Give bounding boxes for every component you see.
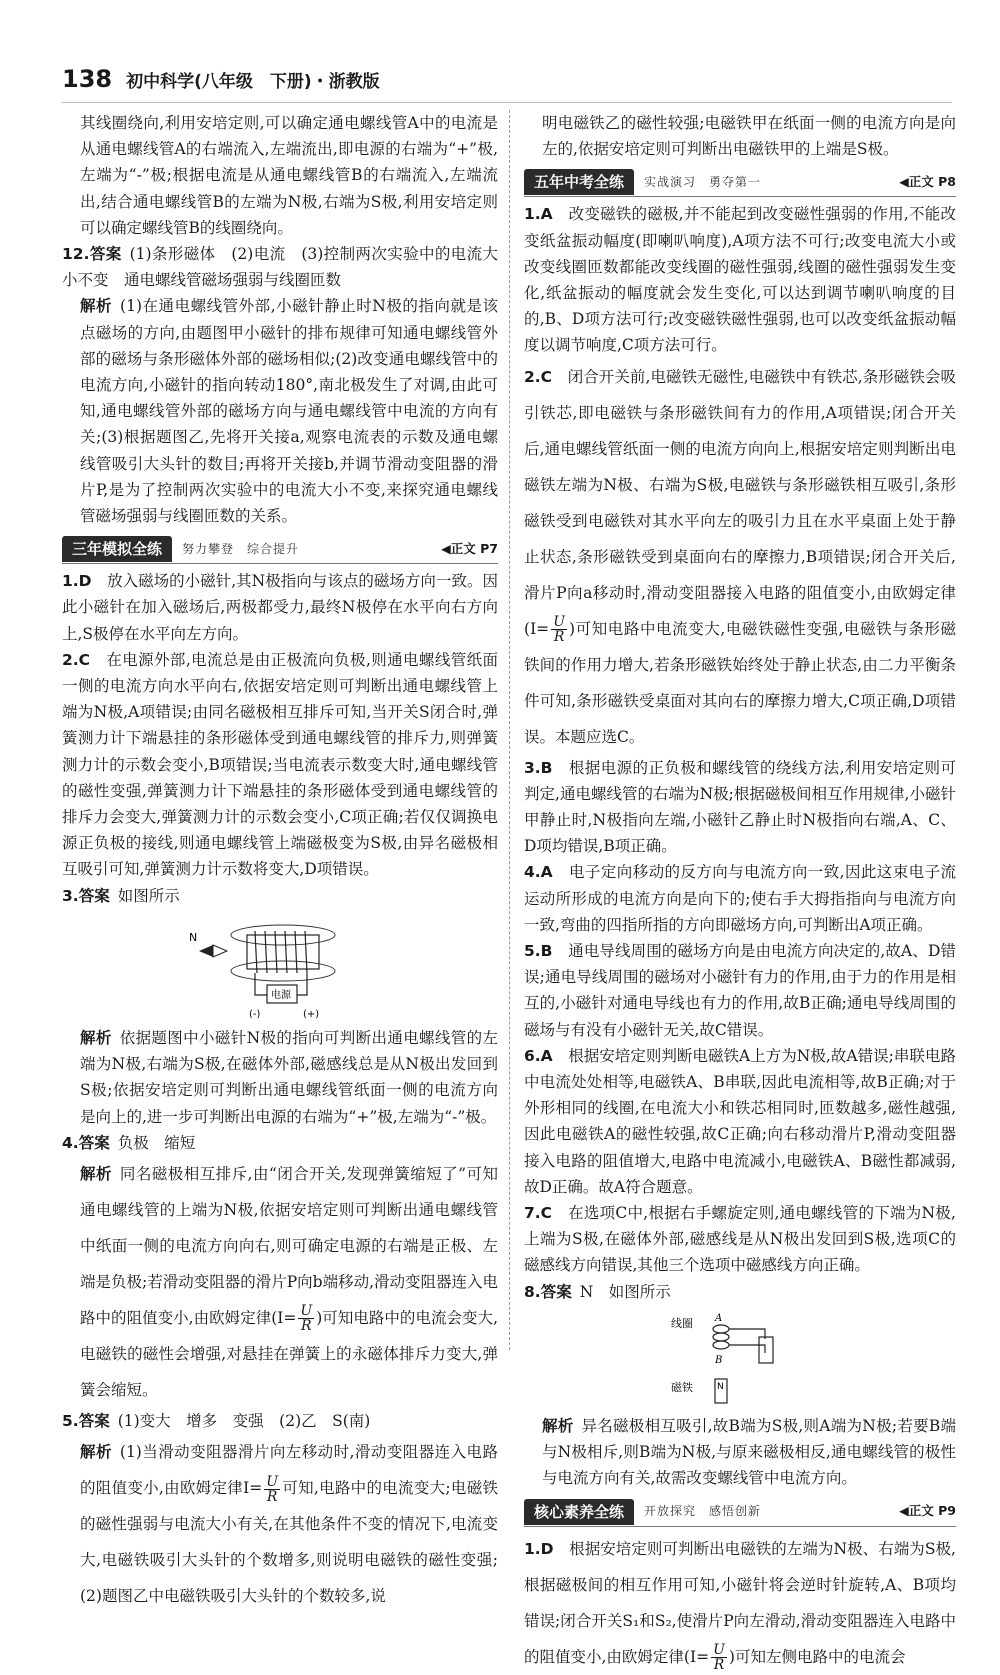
column-divider [509,110,510,1350]
continued-paragraph: 其线圈绕向,利用安培定则,可以确定通电螺线管A中的电流是从通电螺线管A的右端流入,左端流出,即电源的右端为“+”极,左端为“-”极;根据电流是从通电螺线管B的右端流入,左端流出,结合通电螺线管B的左端为N极,右端为S极,利用安培定则可以确定螺线管B的线圈绕向。 [80,114,498,237]
coil-label: 线圈 [671,1316,693,1330]
question-12-explain: 解析 (1)在通电螺线管外部,小磁针静止时N极的指向就是该点磁场的方向,由题图甲小磁针的排布规律可知通电螺线管外部的磁场与条形磁体外部的磁场相似;(2)改变通电螺线管中的电流方向,小磁针的指向转动180°,南北极发生了对调,由此可知,通电螺线管外部的磁场方向与通电螺线管中电流的方向有关;(3)根据题图乙,先将开关接a,观察电流表的示数及通电螺线管吸引大头针的数目;再将开关接b,并调节滑动变阻器的滑片P,是为了控制两次实验中的电流大小不变,来探究通电螺线管磁场强弱与线圈匝数的关系。 [80,297,498,526]
ohm-fraction: $\frac{U}{R}$ [553,614,565,646]
question-3: 3.B 根据电源的正负极和螺线管的绕线方法,利用安培定则可判定,通电螺线管的右端为N极;根据磁极间相互作用规律,小磁针甲静止时,N极指向左端,小磁针乙静止时N极指向右端,A、C、D项均错误,B项正确。 [524,758,956,856]
question-5: 5.B 通电导线周围的磁场方向是由电流方向决定的,故A、D错误;通电导线周围的磁场对小磁针有力的作用,由于力的作用是相互的,小磁针对通电导线也有力的作用,故B正确;通电导线周围的磁场与有没有小磁针无关,故C错误。 [524,942,956,1039]
explain-tag: 解析 [80,297,113,316]
section-page-ref: ◀正文 P9 [899,1503,956,1519]
coil-windings [713,1325,765,1353]
plus-terminal-label: (+) [303,1008,320,1020]
question-7: 7.C 在选项C中,根据右手螺旋定则,通电螺线管的下端为N极,上端为S极,在磁体外部,磁感线是从N极出发回到S极,选项C的磁感线方向错误,其他三个选项中磁感线方向正确。 [524,1204,956,1275]
answer-text: (1)条形磁体 (2)电流 (3)控制两次实验中的电流大小不变 通电螺线管磁场强弱与线圈匝数 [62,245,498,290]
coil-magnet-figure [665,1309,815,1409]
question-6: 6.A 根据安培定则判断电磁铁A上方为N极,故A错误;串联电路中电流处处相等,电磁铁A、B串联,因此电流相等,故B正确;对于外形相同的线圈,在电流大小和铁芯相同时,匝数越多,磁性越强,因此电磁铁A的磁性较强,故C正确;向右移动滑片P,滑动变阻器接入电路的阻值增大,电路中电流减小,电磁铁A、B磁性都减弱,故D正确。故A符合题意。 [524,1046,956,1196]
question-1: 1.D 放入磁场的小磁针,其N极指向与该点的磁场方向一致。因此小磁针在加入磁场后,两极都受力,最终N极停在水平向右方向上,S极停在水平向左方向。 [62,572,498,643]
section-header-three-year [62,535,498,564]
page-number: 138 [62,65,113,93]
question-core-1: 1.D 根据安培定则可判断出电磁铁的左端为N极、右端为S极,根据磁极间的相互作用可知,小磁针将会逆时针旋转,A、B项均错误;闭合开关S₁和S₂,使滑片P向左滑动,滑动变阻器连入电路中的阻值变小,由欧姆定律(I= $\frac{U}{R}$ )可知左侧电路中的电流会 [524,1539,956,1673]
question-4: 4.A 电子定向移动的反方向与电流方向一致,因此这束电子流运动所形成的电流方向是向下的;使右手大拇指指向与电流方向一致,弯曲的四指所指的方向即磁场方向,可判断出A项正确。 [524,863,956,934]
continued-paragraph: 明电磁铁乙的磁性较强;电磁铁甲在纸面一侧的电流方向是向左的,依据安培定则可判断出电磁铁甲的上端是S极。 [542,114,956,159]
magnet-label: 磁铁 [671,1380,693,1394]
field-line-bottom [231,961,335,981]
answer-tag: 答案 [89,245,122,264]
question-5-explain: 解析 (1)当滑动变阻器滑片向左移动时,滑动变阻器连入电路的阻值变小,由欧姆定律I= $\frac{U}{R}$ 可知,电路中的电流变大;电磁铁的磁性强弱与电流大小有关,在其他条件不变的情况下,电流变大,电磁铁吸引大头针的个数增多,则说明电磁铁的磁性变强;(2)题图乙中电磁铁吸引大头针的个数较多,说 [80,1443,498,1606]
ohm-fraction: $\frac{U}{R}$ [300,1303,313,1335]
section-title: 核心素养全练 [524,1499,634,1525]
compass-needle-icon [199,945,213,957]
end-a-label: A [715,1312,723,1324]
page-header [62,66,380,106]
question-3-explain: 解析 依据题图中小磁针N极的指向可判断出通电螺线管的左端为N极,右端为S极,在磁体外部,磁感线总是从N极出发回到S极;依据安培定则可判断出通电螺线管纸面一侧的电流方向是向上的,进一步可判断出电源的右端为“+”极,左端为“-”极。 [80,1028,498,1126]
ohm-fraction: $\frac{U}{R}$ [713,1642,725,1673]
end-b-label: B [715,1354,723,1366]
section-title: 五年中考全练 [524,169,634,195]
section-title: 三年模拟全练 [62,536,172,562]
question-12: 12.答案 (1)条形磁体 (2)电流 (3)控制两次实验中的电流大小不变 通电螺线管磁场强弱与线圈匝数 [62,245,498,290]
question-5: 5.答案 (1)变大 增多 变强 (2)乙 S(南) [62,1411,371,1430]
question-4: 4.答案 负极 缩短 [62,1133,196,1152]
magnet-n-label: N [717,1381,724,1392]
question-2: 2.C 闭合开关前,电磁铁无磁性,电磁铁中有铁芯,条形磁铁会吸引铁芯,即电磁铁与条形磁铁间有力的作用,A项错误;闭合开关后,通电螺线管纸面一侧的电流方向向上,根据安培定则判断出电磁铁左端为N极、右端为S极,电磁铁与条形磁铁相互吸引,条形磁铁受到电磁铁对其水平向左的吸引力且在水平桌面上处于静止状态,条形磁铁受到桌面向右的摩擦力,B项错误;闭合开关后,滑片P向a移动时,滑动变阻器接入电路的阻值变小,由欧姆定律(I= $\frac{U}{R}$ )可知电路中电流变大,电磁铁磁性变强,电磁铁与条形磁铁间的作用力增大,若条形磁铁始终处于静止状态,由二力平衡条件可知,条形磁铁受桌面对其向右的摩擦力增大,C项正确,D项错误。本题应选C。 [524,367,956,746]
question-8: 8.答案 N 如图所示 [524,1282,671,1301]
battery-icon [759,1337,773,1363]
question-8-explain: 解析 异名磁极相互吸引,故B端为S极,则A端为N极;若要B端与N极相斥,则B端为N极,与原来磁极相反,通电螺线管的极性与电流方向有关,故需改变螺线管中电流方向。 [542,1416,956,1488]
right-column [524,110,956,1673]
section-subtitle: 实战演习 勇夺第一 [644,175,762,190]
question-2: 2.C 在电源外部,电流总是由正极流向负极,则通电螺线管纸面一侧的电流方向水平向右,依据安培定则可判断出通电螺线管上端为N极,A项错误;由同名磁极相互排斥可知,当开关S闭合时,弹簧测力计下端悬挂的条形磁体受到通电螺线管的排斥力,则弹簧测力计的示数会变小,B项错误;当电流表示数变大时,通电螺线管的磁性变强,弹簧测力计下端悬挂的条形磁体受到通电螺线管的排斥力会变大,弹簧测力计的示数会变小,C项正确;若仅仅调换电源正负极的接线,则通电螺线管上端磁极变为S极,由异名磁极相互吸引可知,弹簧测力计示数将变大,D项错误。 [62,650,498,879]
figure-label-n: N [189,930,198,944]
question-1: 1.A 改变磁铁的磁极,并不能起到改变磁性强弱的作用,不能改变纸盆振动幅度(即喇叭响度),A项方法不可行;改变电流大小或改变线圈匝数都能改变线圈的磁性强弱,线圈的磁性强弱发生变化,纸盆振动的幅度就会发生变化,可以达到调节喇叭响度的目的,B、D项方法可行;改变磁铁磁性强弱,也可以改变纸盆振动幅度以调节响度,C项方法可行。 [524,205,956,355]
power-source-label: 电源 [271,989,291,1001]
solenoid-core [247,935,319,969]
minus-terminal-label: (-) [249,1008,261,1020]
section-header-five-year [524,168,956,197]
left-column [62,110,499,1606]
section-header-core-literacy [524,1498,956,1527]
question-3: 3.答案 如图所示 [62,886,180,905]
question-4-explain: 解析 同名磁极相互排斥,由“闭合开关,发现弹簧缩短了”可知通电螺线管的上端为N极,依据安培定则可判断出通电螺线管中纸面一侧的电流方向向右,则可确定电源的右端是正极、左端是负极;若滑动变阻器的滑片P向b端移动,滑动变阻器连入电路中的阻值变小,由欧姆定律(I= $\frac{U}{R}$ )可知电路中的电流会变大,电磁铁的磁性会增强,对悬挂在弹簧上的永磁体排斥力变大,弹簧会缩短。 [80,1164,499,1399]
header-rule [62,102,952,103]
section-page-ref: ◀正文 P7 [441,541,498,557]
coil-windings [255,931,307,973]
book-title: 初中科学(八年级 下册)・浙教版 [126,72,380,92]
solenoid-figure [185,913,375,1021]
section-subtitle: 开放探究 感悟创新 [644,1504,762,1519]
section-page-ref: ◀正文 P8 [899,174,956,190]
ohm-fraction: $\frac{U}{R}$ [266,1473,279,1505]
section-subtitle: 努力攀登 综合提升 [182,542,300,557]
